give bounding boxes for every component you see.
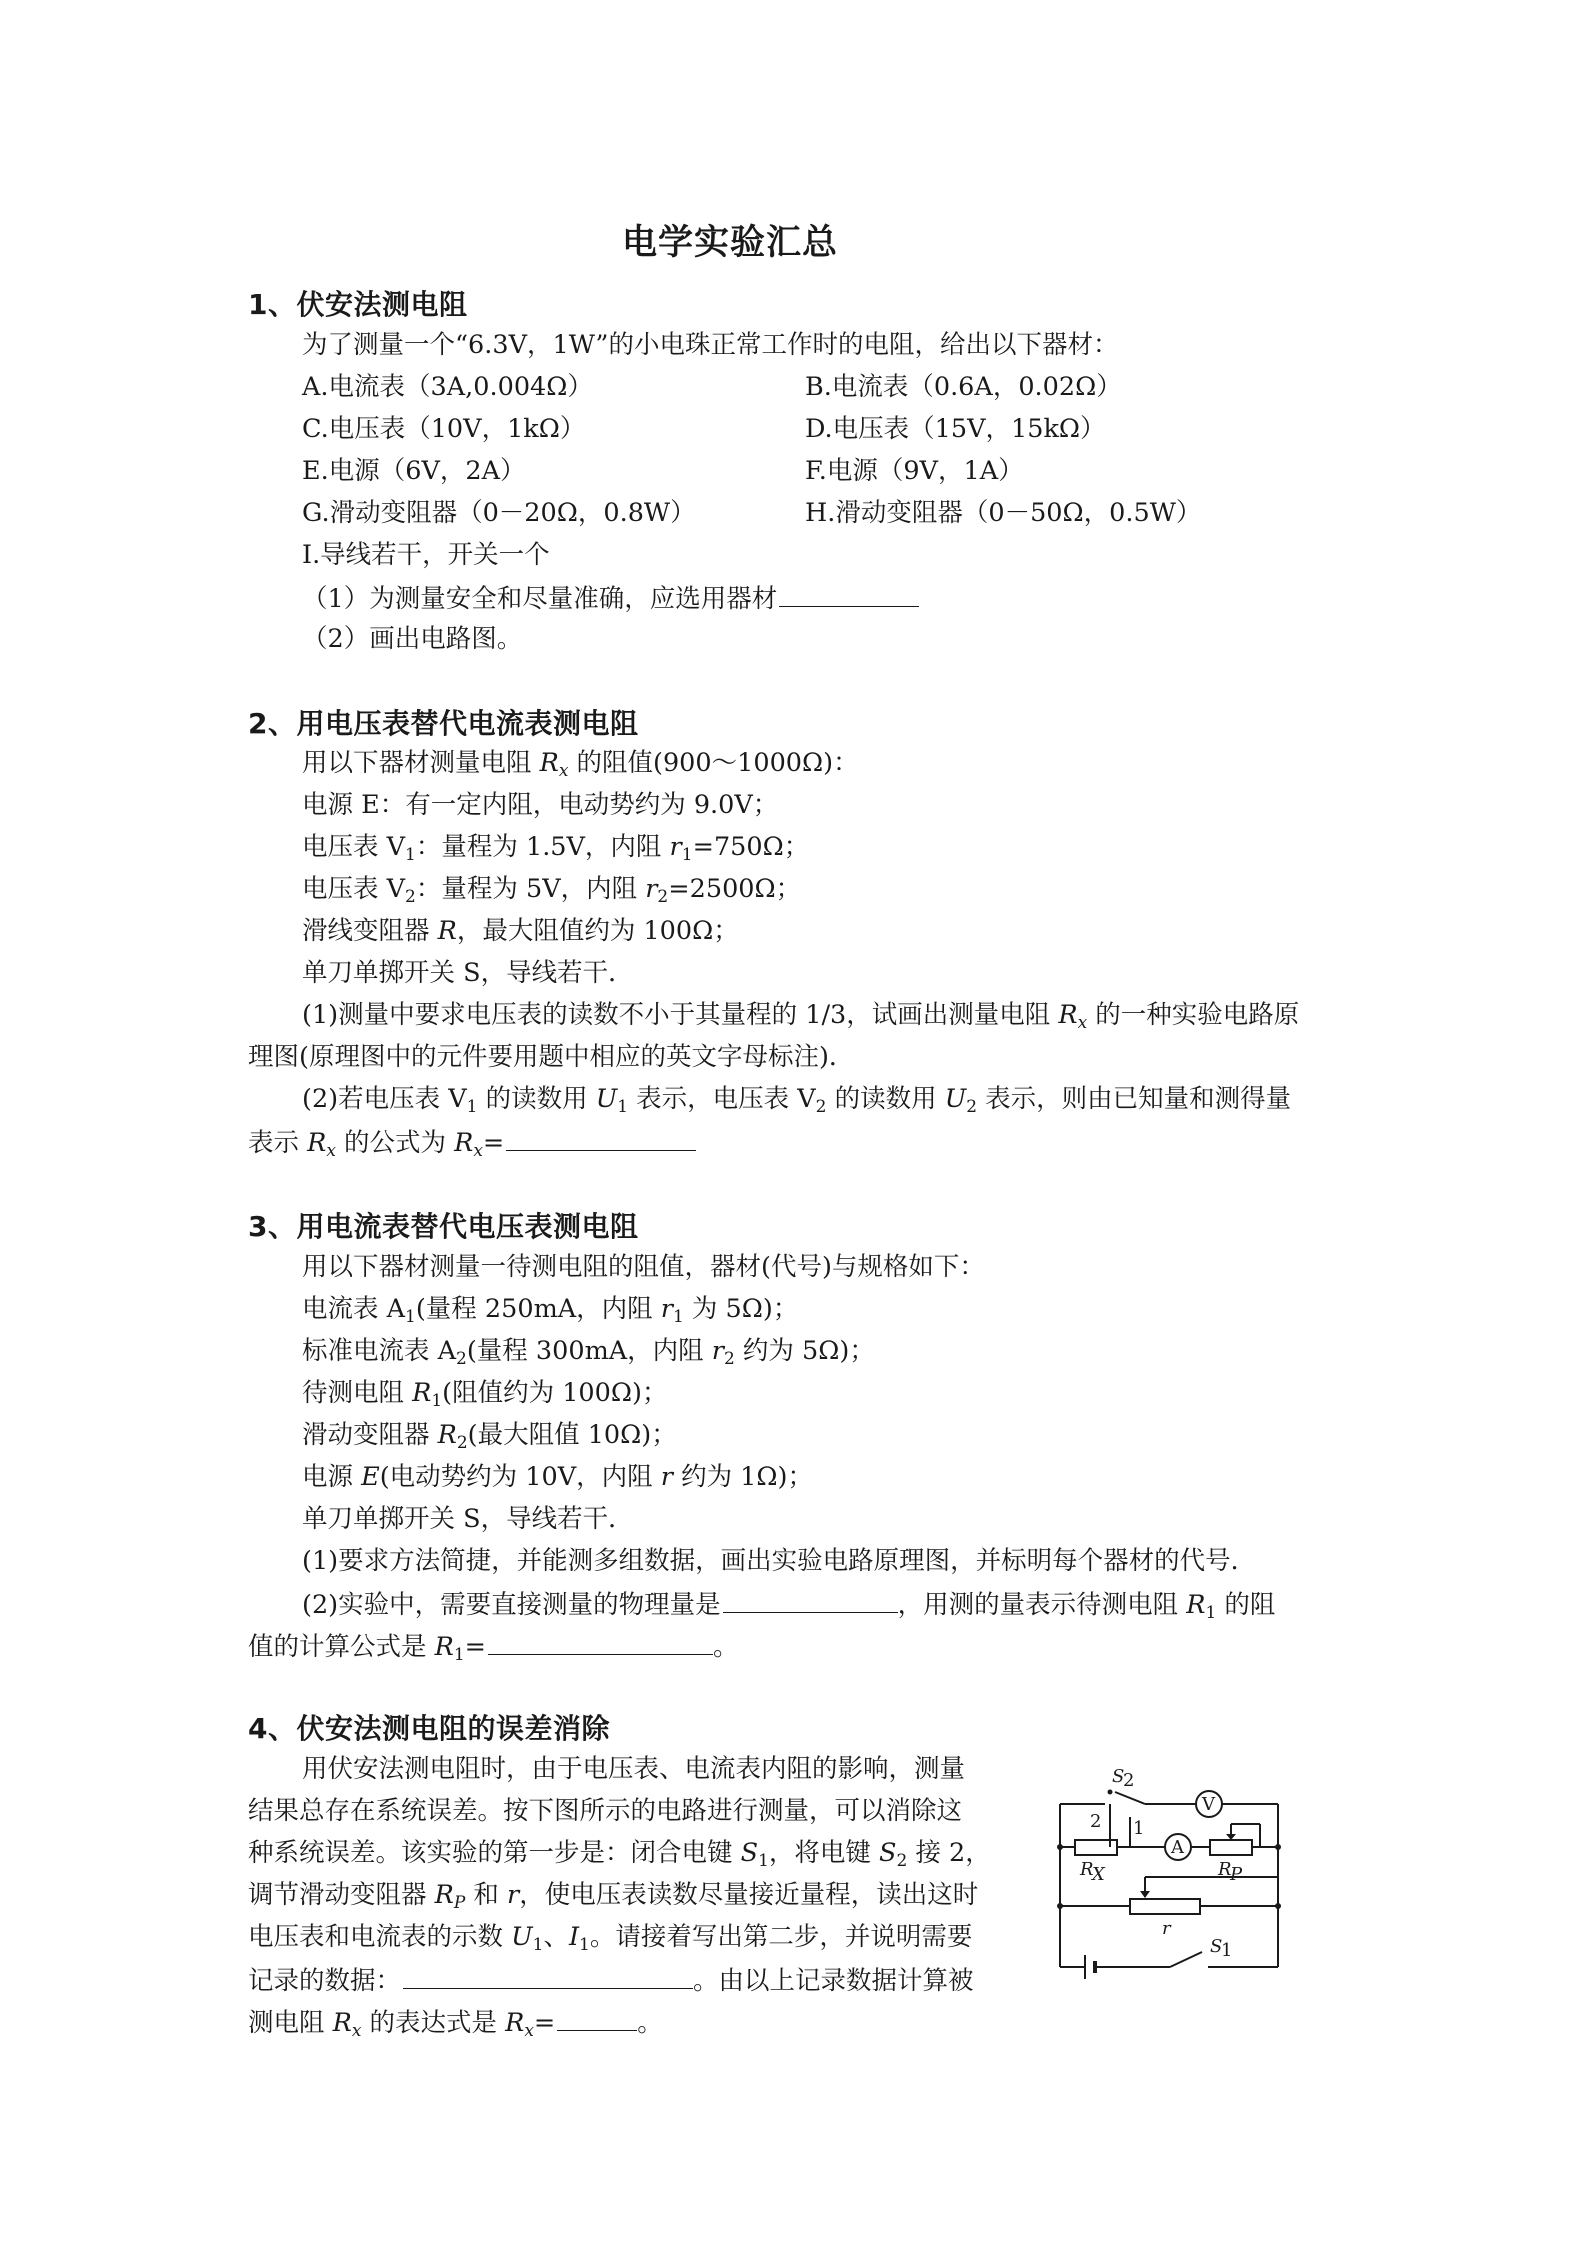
s4-line-4: 调节滑动变阻器 $R_P$ 和 r，使电压表读数尽量接近量程，读出这时: [248, 1880, 979, 1913]
s4-line-5: 电压表和电流表的示数 $U_1$、$I_1$。请接着写出第二步，并说明需要: [248, 1922, 973, 1955]
s3-line-3: 标准电流表 $A_2$(量程 300mA，内阻 $r_2$ 约为 5Ω)；: [302, 1336, 875, 1369]
label-rx-sub: X: [1092, 1864, 1105, 1885]
s4-line-7: 测电阻 $R_x$ 的表达式是 $R_x=$ 。: [248, 2008, 663, 2041]
label-rp: R: [1218, 1859, 1232, 1880]
s3-line-1: 用以下器材测量一待测电阻的阻值，器材(代号)与规格如下：: [302, 1252, 985, 1282]
switch-s2-blade: [1115, 1792, 1145, 1804]
s3-part-1: (1)要求方法简捷，并能测多组数据，画出实验电路原理图，并标明每个器材的代号．: [302, 1546, 1257, 1576]
s2-line-6: 单刀单掷开关 S，导线若干．: [302, 958, 634, 988]
s3-line-7: 单刀单掷开关 S，导线若干．: [302, 1504, 634, 1534]
label-s2-sub: 2: [1123, 1770, 1135, 1791]
section-2-heading: 2、用电压表替代电流表测电阻: [248, 707, 639, 740]
label-s1: S: [1210, 1936, 1223, 1957]
s3-part-2-cont: 值的计算公式是 $R_1=$ 。: [248, 1632, 739, 1665]
junction: [1275, 1903, 1281, 1909]
section-4-heading: 4、伏安法测电阻的误差消除: [248, 1712, 610, 1745]
rheostat-rp: [1210, 1840, 1252, 1855]
answer-blank[interactable]: [488, 1630, 713, 1655]
answer-blank[interactable]: [506, 1126, 696, 1151]
s1-item-d: D.电压表（15V，15kΩ）: [805, 414, 1106, 444]
s3-part-2: (2)实验中，需要直接测量的物理量是 ，用测的量表示待测电阻 $R_1$ 的阻: [302, 1590, 1276, 1623]
s1-item-i: I.导线若干，开关一个: [302, 540, 550, 570]
label-s1-sub: 1: [1221, 1940, 1233, 1961]
s1-item-c: C.电压表（10V，1kΩ）: [302, 414, 586, 444]
s4-line-2: 结果总存在系统误差。按下图所示的电路进行测量，可以消除这: [248, 1796, 963, 1826]
s1-question-1: （1）为测量安全和尽量准确，应选用器材: [302, 582, 919, 615]
answer-blank[interactable]: [779, 582, 919, 607]
s4-line-3: 种系统误差。该实验的第一步是：闭合电键 $S_1$，将电键 $S_2$ 接 2，: [248, 1838, 991, 1871]
s2-part-1-cont: 理图(原理图中的元件要用题中相应的英文字母标注)．: [248, 1042, 855, 1072]
s2-part-1: (1)测量中要求电压表的读数不小于其量程的 1/3，试画出测量电阻 $R_x$ 的一种实验电路原: [302, 1000, 1300, 1033]
s2-line-2: 电源 E：有一定内阻，电动势约为 9.0V；: [302, 790, 779, 820]
page-title: 电学实验汇总: [621, 223, 838, 263]
s1-intro: 为了测量一个“6.3V，1W”的小电珠正常工作时的电阻，给出以下器材：: [302, 330, 1119, 360]
s1-item-g: G.滑动变阻器（0－20Ω，0.8W）: [302, 498, 696, 528]
s4-line-1: 用伏安法测电阻时，由于电压表、电流表内阻的影响，测量: [302, 1754, 966, 1784]
s2-part-2-cont: 表示 $R_x$ 的公式为 $R_x=$: [248, 1126, 696, 1159]
label-s2: S: [1112, 1766, 1125, 1787]
label-r: r: [1162, 1918, 1171, 1939]
s1-item-e: E.电源（6V，2A）: [302, 456, 526, 486]
rheostat-r: [1130, 1899, 1200, 1914]
section-1-heading: 1、伏安法测电阻: [248, 288, 468, 321]
junction: [1057, 1844, 1063, 1850]
s2-line-3: 电压表 $V_1$：量程为 1.5V，内阻 $r_1=750\Omega$；: [302, 832, 810, 865]
s2-line-4: 电压表 $V_2$：量程为 5V，内阻 $r_2=2500\Omega$；: [302, 874, 802, 907]
label-voltmeter: V: [1202, 1794, 1215, 1815]
s3-line-6: 电源 E(电动势约为 10V，内阻 r 约为 1Ω)；: [302, 1462, 813, 1492]
section-3-heading: 3、用电流表替代电压表测电阻: [248, 1210, 639, 1243]
label-rx: R: [1080, 1859, 1094, 1880]
s1-item-h: H.滑动变阻器（0－50Ω，0.5W）: [805, 498, 1202, 528]
switch-pivot: [1108, 1790, 1113, 1795]
s1-question-2: （2）画出电路图。: [302, 624, 523, 654]
s3-line-2: 电流表 $A_1$(量程 250mA，内阻 $r_1$ 为 5Ω)；: [302, 1294, 799, 1327]
answer-blank[interactable]: [723, 1588, 898, 1613]
label-ammeter: A: [1171, 1837, 1184, 1858]
s4-line-6: 记录的数据： 。由以上记录数据计算被: [248, 1966, 974, 1996]
s3-line-5: 滑动变阻器 $R_2$(最大阻值 10Ω)；: [302, 1420, 677, 1453]
junction: [1275, 1844, 1281, 1850]
s1-item-b: B.电流表（0.6A，0.02Ω）: [805, 372, 1122, 402]
s2-part-2: (2)若电压表 $V_1$ 的读数用 $U_1$ 表示，电压表 $V_2$ 的读数用 $U_2$ 表示，则由已知量和测得量: [302, 1084, 1292, 1117]
s1-item-a: A.电流表（3A,0.004Ω）: [302, 372, 593, 402]
s3-line-4: 待测电阻 $R_1$(阻值约为 100Ω)；: [302, 1378, 668, 1411]
s1-item-f: F.电源（9V，1A）: [805, 456, 1024, 486]
answer-blank[interactable]: [403, 1964, 693, 1989]
label-rp-sub: P: [1230, 1864, 1243, 1885]
label-contact-1: 1: [1133, 1818, 1145, 1839]
circuit-diagram: [1050, 1762, 1290, 2002]
r-slider-arrow: [1140, 1891, 1150, 1898]
s2-line-5: 滑线变阻器 R，最大阻值约为 100Ω；: [302, 916, 739, 946]
junction: [1057, 1903, 1063, 1909]
label-contact-2: 2: [1090, 1811, 1102, 1832]
answer-blank[interactable]: [557, 2006, 637, 2031]
switch-s1-blade: [1170, 1952, 1202, 1967]
s2-line-1: 用以下器材测量电阻 $R_x$ 的阻值(900～1000Ω)：: [302, 748, 859, 781]
